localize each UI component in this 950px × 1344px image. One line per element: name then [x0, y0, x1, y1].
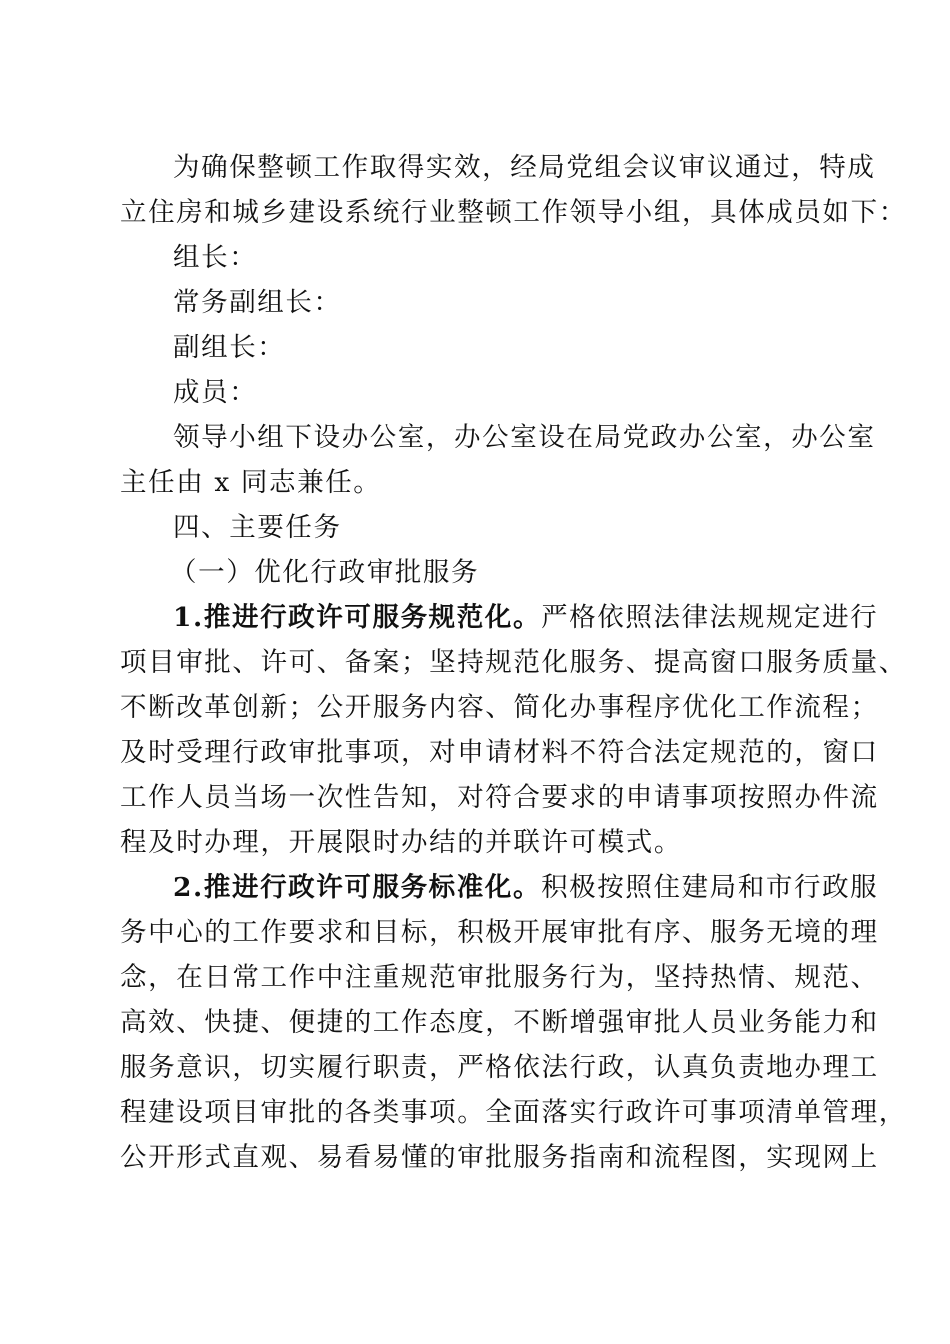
executive-deputy-line: 常务副组长： [173, 287, 342, 318]
paragraph-line: 程建设项目审批的各类事项。全面落实行政许可事项清单管理， [120, 1097, 907, 1128]
leader-line: 组长： [173, 242, 258, 273]
intro-paragraph [120, 145, 907, 235]
item2-paragraph [120, 865, 907, 1180]
paragraph-line: 主任由 x 同志兼任。 [120, 467, 382, 498]
office-paragraph [120, 415, 876, 505]
document-body [120, 145, 907, 1180]
paragraph-line: 工作人员当场一次性告知，对符合要求的申请事项按照办件流 [120, 782, 879, 813]
item2-title: 2.推进行政许可服务标准化。 [173, 872, 542, 903]
members-line: 成员： [173, 377, 258, 408]
paragraph-line: 领导小组下设办公室，办公室设在局党政办公室，办公室 [173, 422, 876, 453]
item1-title: 1.推进行政许可服务规范化。 [173, 602, 542, 633]
paragraph-line: 公开形式直观、易看易懂的审批服务指南和流程图，实现网上 [120, 1142, 879, 1173]
paragraph-line: 高效、快捷、便捷的工作态度，不断增强审批人员业务能力和 [120, 1007, 879, 1038]
deputy-line: 副组长： [173, 332, 286, 363]
paragraph-line: 项目审批、许可、备案；坚持规范化服务、提高窗口服务质量、 [120, 647, 907, 678]
subsection-heading: （一）优化行政审批服务 [170, 557, 480, 588]
item2-first-line-text: 积极按照住建局和市行政服 [541, 872, 879, 903]
paragraph-line: 及时受理行政审批事项，对申请材料不符合法定规范的，窗口 [120, 737, 879, 768]
paragraph-line: 念，在日常工作中注重规范审批服务行为，坚持热情、规范、 [120, 962, 879, 993]
paragraph-line: 不断改革创新；公开服务内容、简化办事程序优化工作流程； [120, 692, 879, 723]
paragraph-line: 程及时办理，开展限时办结的并联许可模式。 [120, 827, 682, 858]
item1-paragraph [120, 595, 907, 865]
paragraph-line [120, 595, 879, 640]
paragraph-line: 服务意识，切实履行职责，严格依法行政，认真负责地办理工 [120, 1052, 879, 1083]
paragraph-line: 为确保整顿工作取得实效，经局党组会议审议通过，特成 [173, 152, 876, 183]
paragraph-line [120, 865, 879, 910]
paragraph-line: 务中心的工作要求和目标，积极开展审批有序、服务无境的理 [120, 917, 879, 948]
paragraph-line: 立住房和城乡建设系统行业整顿工作领导小组，具体成员如下： [120, 197, 907, 228]
item1-first-line-text: 严格依照法律法规规定进行 [541, 602, 879, 633]
section-heading: 四、主要任务 [173, 512, 342, 543]
